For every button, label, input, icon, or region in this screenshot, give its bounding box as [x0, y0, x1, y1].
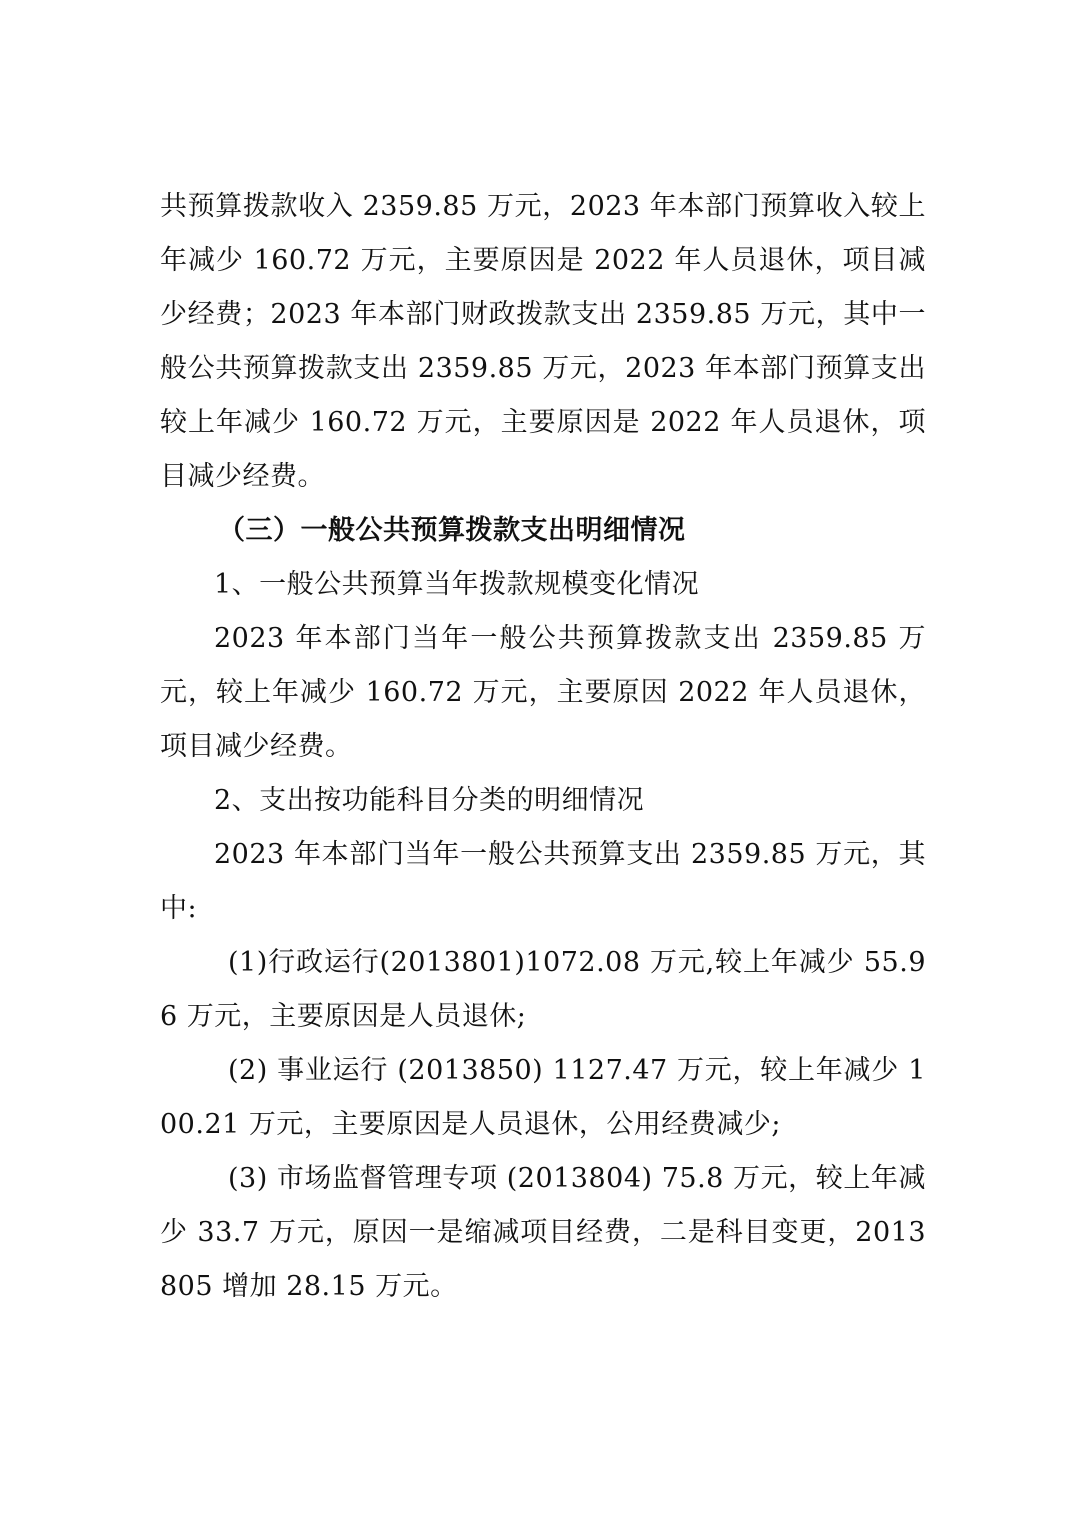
- paragraph-functional-classification: 2023 年本部门当年一般公共预算支出 2359.85 万元，其中:: [160, 839, 926, 924]
- list-item-market-supervision-special: (3) 市场监督管理专项 (2013804) 75.8 万元，较上年减少 33.7 万元，原因一是缩减项目经费，二是科目变更，2013805 增加 28.15 万元。: [160, 1163, 926, 1302]
- section-heading-general-budget-details: （三）一般公共预算拨款支出明细情况: [218, 515, 686, 546]
- paragraph-budget-summary: 共预算拨款收入 2359.85 万元，2023 年本部门预算收入较上年减少 160.72 万元，主要原因是 2022 年人员退休，项目减少经费；2023 年本部门财政拨款支出 2359.85 万元，其中一般公共预算拨款支出 2359.85 万元，2023 年本部门预算支出较上年减少 160.72 万元，主要原因是 2022 年人员退休，项目减少经费。: [160, 191, 926, 492]
- document-body: [160, 180, 926, 1314]
- paragraph-allocation-scale: 2023 年本部门当年一般公共预算拨款支出 2359.85 万元，较上年减少 160.72 万元，主要原因 2022 年人员退休，项目减少经费。: [160, 623, 926, 762]
- list-item-institutional-operation: (2) 事业运行 (2013850) 1127.47 万元，较上年减少 100.21 万元，主要原因是人员退休，公用经费减少;: [160, 1055, 926, 1140]
- list-item-administrative-operation: (1)行政运行(2013801)1072.08 万元,较上年减少 55.96 万元，主要原因是人员退休;: [160, 947, 926, 1032]
- subheading-allocation-scale: 1、一般公共预算当年拨款规模变化情况: [214, 569, 700, 600]
- subheading-functional-classification: 2、支出按功能科目分类的明细情况: [214, 785, 645, 816]
